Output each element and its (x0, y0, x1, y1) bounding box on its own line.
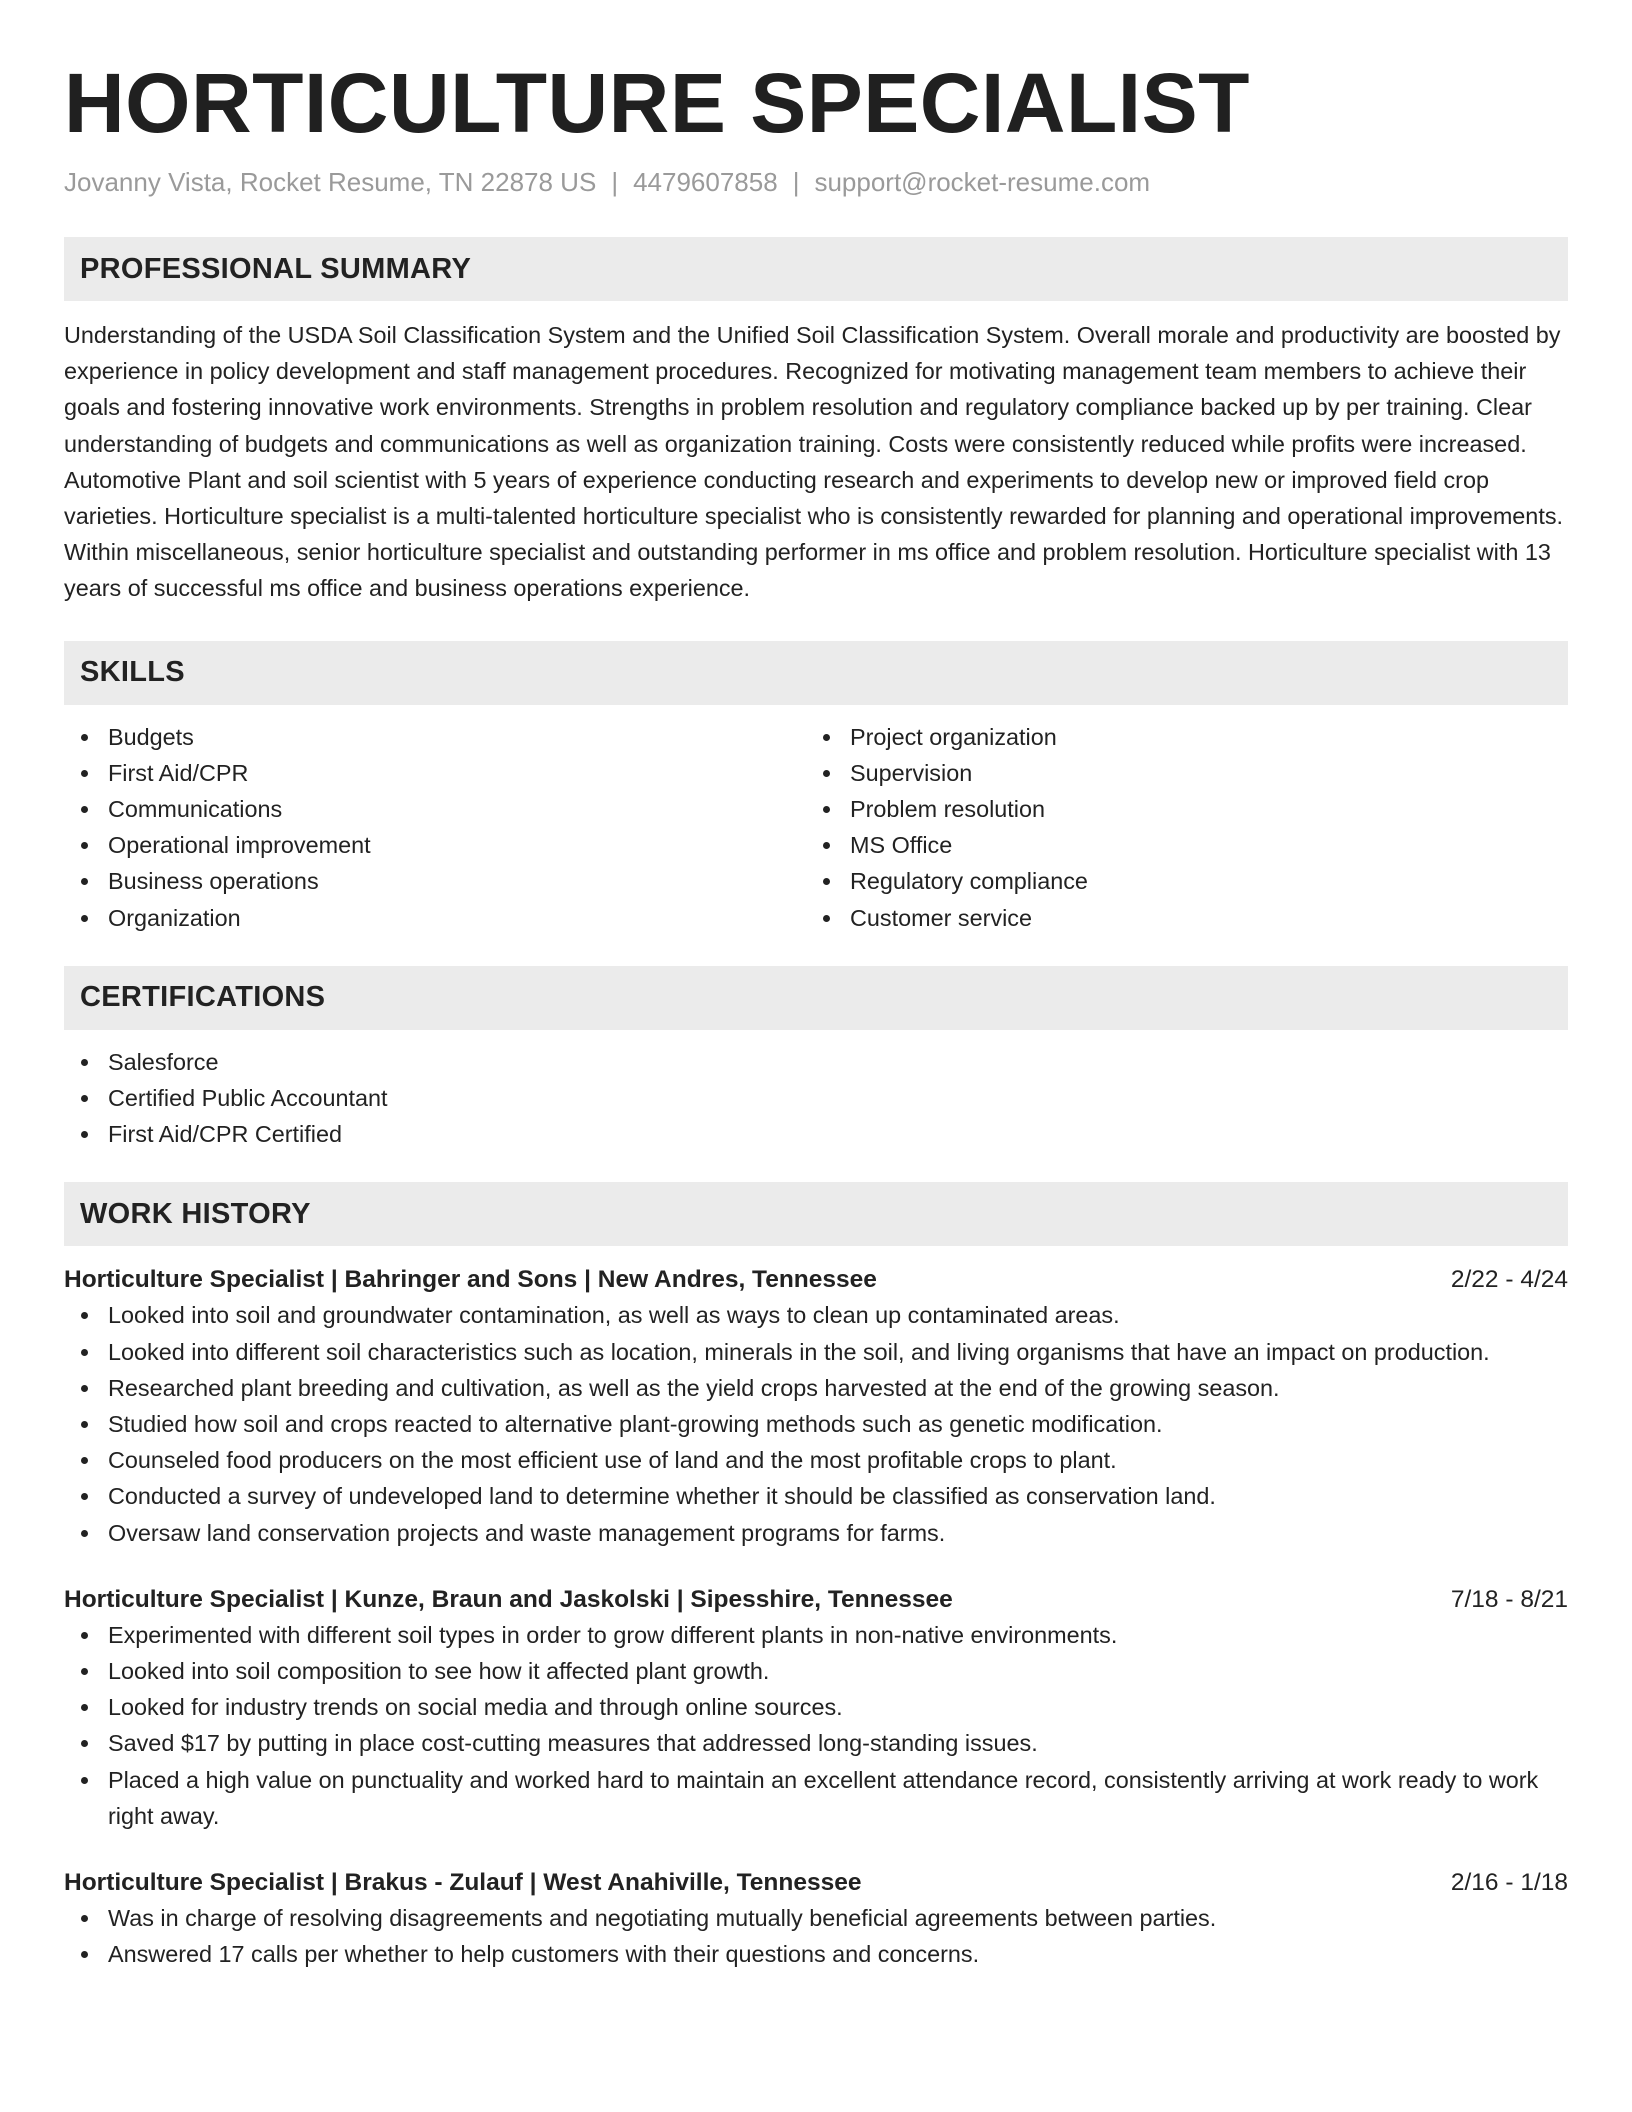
job-bullet: Conducted a survey of undeveloped land to determine whether it should be classified as conservation land. (64, 1478, 1568, 1514)
job-bullet: Counseled food producers on the most efficient use of land and the most profitable crops to plant. (64, 1442, 1568, 1478)
skill-item: Communications (64, 791, 806, 827)
skill-item: Budgets (64, 719, 806, 755)
job-bullet: Was in charge of resolving disagreements and negotiating mutually beneficial agreements between parties. (64, 1900, 1568, 1936)
contact-separator: | (611, 167, 619, 197)
job-bullet: Looked for industry trends on social media and through online sources. (64, 1689, 1568, 1725)
resume-title: HORTICULTURE SPECIALIST (64, 56, 1250, 150)
contact-separator: | (792, 167, 800, 197)
contact-line (64, 164, 1568, 200)
summary-text: Understanding of the USDA Soil Classification System and the Unified Soil Classification System. Overall morale and productivity are boosted by experience in policy development and staff management procedures. Recognized for motivating management team members to achieve their goals and fostering innovative work environments. Strengths in problem resolution and regulatory compliance backed up by per training. Clear understanding of budgets and communications as well as organization training. Costs were consistently reduced while profits were increased. Automotive Plant and soil scientist with 5 years of experience conducting research and experiments to develop new or improved field crop varieties. Horticulture specialist is a multi-talented horticulture specialist who is consistently rewarded for planning and operational improvements. Within miscellaneous, senior horticulture specialist and outstanding performer in ms office and problem resolution. Horticulture specialist with 13 years of successful ms office and business operations experience. (64, 322, 1564, 602)
job-entry (64, 1263, 1568, 1550)
skill-item: Business operations (64, 863, 806, 899)
job-entry (64, 1583, 1568, 1834)
job-bullet: Experimented with different soil types in order to grow different plants in non-native environments. (64, 1617, 1568, 1653)
section-header-summary (64, 237, 1568, 301)
job-bullet: Placed a high value on punctuality and worked hard to maintain an excellent attendance record, consistently arriving at work ready to work right away. (64, 1762, 1568, 1834)
skill-item: Project organization (806, 719, 1568, 755)
job-header (64, 1866, 1568, 1900)
skill-item: Operational improvement (64, 827, 806, 863)
contact-phone: 4479607858 (633, 167, 778, 197)
job-bullet: Looked into soil composition to see how it affected plant growth. (64, 1653, 1568, 1689)
section-title: WORK HISTORY (80, 1197, 311, 1230)
contact-address: Jovanny Vista, Rocket Resume, TN 22878 US (64, 167, 597, 197)
section-title: PROFESSIONAL SUMMARY (80, 252, 472, 285)
skill-item: Problem resolution (806, 791, 1568, 827)
skill-item: Organization (64, 900, 806, 936)
skills-grid (64, 719, 1568, 936)
job-title: Horticulture Specialist | Kunze, Braun and Jaskolski | Sipesshire, Tennessee (64, 1585, 953, 1613)
job-bullet: Looked into soil and groundwater contamination, as well as ways to clean up contaminated areas. (64, 1297, 1568, 1333)
job-bullet: Saved $17 by putting in place cost-cutting measures that addressed long-standing issues. (64, 1725, 1568, 1761)
section-header-skills (64, 641, 1568, 705)
skill-item: Regulatory compliance (806, 863, 1568, 899)
job-header (64, 1263, 1568, 1297)
contact-email: support@rocket-resume.com (814, 167, 1151, 197)
certification-item: Salesforce (64, 1044, 1568, 1080)
skill-item: MS Office (806, 827, 1568, 863)
job-dates: 2/22 - 4/24 (1450, 1266, 1568, 1294)
job-bullets (64, 1617, 1568, 1834)
job-bullet: Oversaw land conservation projects and waste management programs for farms. (64, 1515, 1568, 1551)
resume-page (64, 52, 1568, 1973)
job-entry (64, 1866, 1568, 1972)
certification-item: First Aid/CPR Certified (64, 1116, 1568, 1152)
job-bullet: Looked into different soil characteristics such as location, minerals in the soil, and living organisms that have an impact on production. (64, 1334, 1568, 1370)
certifications-list (64, 1044, 1568, 1153)
job-title: Horticulture Specialist | Brakus - Zulauf | West Anahiville, Tennessee (64, 1869, 862, 1897)
skills-column-left (64, 719, 806, 936)
section-title: SKILLS (80, 656, 185, 689)
job-title: Horticulture Specialist | Bahringer and Sons | New Andres, Tennessee (64, 1266, 877, 1294)
job-header (64, 1583, 1568, 1617)
job-dates: 2/16 - 1/18 (1450, 1869, 1568, 1897)
certification-item: Certified Public Accountant (64, 1080, 1568, 1116)
skill-item: Supervision (806, 755, 1568, 791)
skills-column-right (806, 719, 1568, 936)
section-header-certifications (64, 966, 1568, 1030)
job-bullet: Answered 17 calls per whether to help customers with their questions and concerns. (64, 1936, 1568, 1972)
job-bullet: Studied how soil and crops reacted to alternative plant-growing methods such as genetic modification. (64, 1406, 1568, 1442)
job-dates: 7/18 - 8/21 (1450, 1585, 1568, 1613)
skill-item: First Aid/CPR (64, 755, 806, 791)
skill-item: Customer service (806, 900, 1568, 936)
job-bullets (64, 1297, 1568, 1550)
job-bullet: Researched plant breeding and cultivation, as well as the yield crops harvested at the end of the growing season. (64, 1370, 1568, 1406)
section-title: CERTIFICATIONS (80, 981, 326, 1014)
section-header-work-history (64, 1182, 1568, 1246)
job-bullets (64, 1900, 1568, 1972)
